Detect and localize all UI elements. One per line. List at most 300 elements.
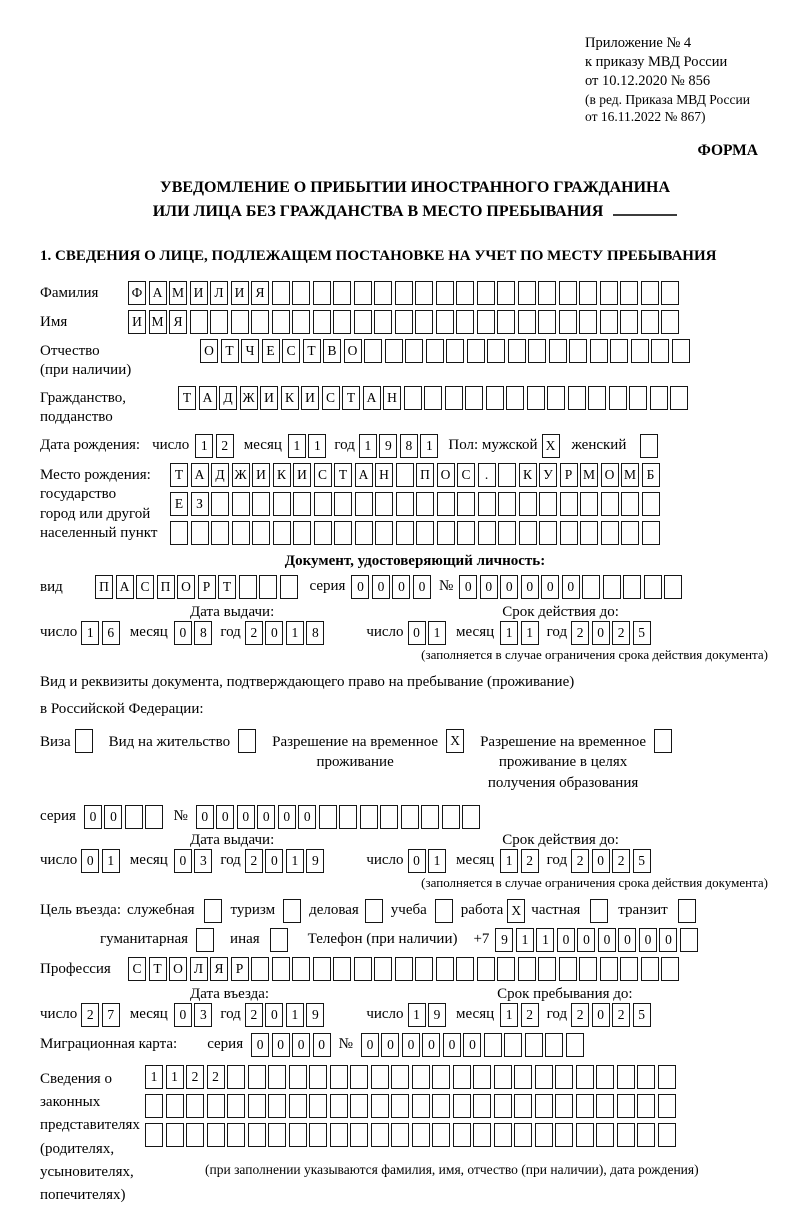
citizenship-char-box[interactable]: Д <box>219 386 237 410</box>
doc-type-char-box[interactable]: П <box>157 575 175 599</box>
given-name-char-box[interactable] <box>231 310 249 334</box>
representative-char-box[interactable] <box>473 1094 491 1118</box>
purpose-checkbox-cell[interactable] <box>270 928 288 952</box>
representative-char-box[interactable] <box>289 1065 307 1089</box>
phone-digit-box[interactable]: 0 <box>577 928 595 952</box>
representative-char-box[interactable] <box>514 1123 532 1147</box>
birth-place-char-box[interactable] <box>396 463 414 487</box>
birth-place-char-box[interactable] <box>437 492 455 516</box>
representative-char-box[interactable] <box>391 1123 409 1147</box>
birth-place-char-box[interactable] <box>580 521 598 545</box>
expiry-month-box[interactable]: 1 <box>521 621 539 645</box>
given-name-char-box[interactable] <box>497 310 515 334</box>
representative-char-box[interactable] <box>309 1065 327 1089</box>
given-name-char-box[interactable] <box>354 310 372 334</box>
profession-char-box[interactable] <box>251 957 269 981</box>
purpose-checkbox-cell[interactable]: X <box>507 899 525 923</box>
doc-type-char-box[interactable]: П <box>95 575 113 599</box>
residence-number-box[interactable] <box>442 805 460 829</box>
expiry-year-box[interactable]: 0 <box>592 621 610 645</box>
representative-char-box[interactable] <box>432 1065 450 1089</box>
expiry-year-box[interactable]: 5 <box>633 621 651 645</box>
residence-number-box[interactable]: 0 <box>216 805 234 829</box>
stay-year-box[interactable]: 2 <box>571 1003 589 1027</box>
surname-char-box[interactable] <box>497 281 515 305</box>
representative-char-box[interactable] <box>596 1123 614 1147</box>
surname-char-box[interactable] <box>641 281 659 305</box>
stay-month-box[interactable]: 1 <box>500 1003 518 1027</box>
profession-char-box[interactable] <box>415 957 433 981</box>
representative-char-box[interactable] <box>535 1094 553 1118</box>
purpose-checkbox-cell[interactable] <box>365 899 383 923</box>
expiry-year-box[interactable]: 5 <box>633 849 651 873</box>
phone-digit-box[interactable]: 1 <box>516 928 534 952</box>
representative-char-box[interactable] <box>227 1094 245 1118</box>
given-name-char-box[interactable] <box>374 310 392 334</box>
surname-char-box[interactable] <box>477 281 495 305</box>
residence-number-box[interactable]: 0 <box>257 805 275 829</box>
representative-char-box[interactable] <box>637 1065 655 1089</box>
birth-place-char-box[interactable]: С <box>457 463 475 487</box>
birth-place-char-box[interactable] <box>498 463 516 487</box>
profession-char-box[interactable] <box>477 957 495 981</box>
birth-place-char-box[interactable] <box>621 492 639 516</box>
residence-number-box[interactable] <box>401 805 419 829</box>
expiry-day-box[interactable]: 1 <box>428 849 446 873</box>
representative-char-box[interactable] <box>617 1094 635 1118</box>
birth-place-char-box[interactable] <box>273 492 291 516</box>
stay-year-box[interactable]: 2 <box>612 1003 630 1027</box>
phone-digit-box[interactable]: 9 <box>495 928 513 952</box>
profession-char-box[interactable] <box>579 957 597 981</box>
phone-digit-box[interactable]: 0 <box>557 928 575 952</box>
profession-char-box[interactable] <box>354 957 372 981</box>
given-name-char-box[interactable] <box>641 310 659 334</box>
birth-place-char-box[interactable] <box>457 521 475 545</box>
expiry-year-box[interactable]: 2 <box>612 849 630 873</box>
representative-char-box[interactable] <box>494 1094 512 1118</box>
representative-char-box[interactable] <box>555 1094 573 1118</box>
migration-series-box[interactable]: 0 <box>292 1033 310 1057</box>
birth-place-char-box[interactable] <box>232 492 250 516</box>
given-name-char-box[interactable] <box>415 310 433 334</box>
residence-series-box[interactable] <box>145 805 163 829</box>
temp-residence-checkbox-cell[interactable]: X <box>446 729 464 753</box>
patronymic-char-box[interactable] <box>569 339 587 363</box>
representative-char-box[interactable] <box>268 1123 286 1147</box>
given-name-char-box[interactable] <box>272 310 290 334</box>
surname-char-box[interactable] <box>579 281 597 305</box>
representative-char-box[interactable] <box>350 1065 368 1089</box>
given-name-char-box[interactable] <box>538 310 556 334</box>
given-name-char-box[interactable] <box>620 310 638 334</box>
residence-number-box[interactable]: 0 <box>278 805 296 829</box>
doc-type-char-box[interactable]: Р <box>198 575 216 599</box>
expiry-year-box[interactable]: 0 <box>592 849 610 873</box>
residence-number-box[interactable] <box>462 805 480 829</box>
birth-place-char-box[interactable]: Е <box>170 492 188 516</box>
issue-year-box[interactable]: 2 <box>245 849 263 873</box>
given-name-char-box[interactable] <box>395 310 413 334</box>
doc-number-box[interactable] <box>644 575 662 599</box>
birth-place-char-box[interactable] <box>273 521 291 545</box>
representative-char-box[interactable]: 2 <box>186 1065 204 1089</box>
stay-year-box[interactable]: 5 <box>633 1003 651 1027</box>
patronymic-char-box[interactable] <box>631 339 649 363</box>
representative-char-box[interactable] <box>658 1123 676 1147</box>
representative-char-box[interactable] <box>350 1094 368 1118</box>
patronymic-char-box[interactable] <box>487 339 505 363</box>
surname-char-box[interactable]: Ф <box>128 281 146 305</box>
representative-char-box[interactable] <box>432 1094 450 1118</box>
surname-char-box[interactable]: И <box>231 281 249 305</box>
doc-series-box[interactable]: 0 <box>372 575 390 599</box>
citizenship-char-box[interactable]: А <box>363 386 381 410</box>
expiry-day-box[interactable]: 0 <box>408 849 426 873</box>
birth-place-char-box[interactable]: Т <box>334 463 352 487</box>
profession-char-box[interactable] <box>292 957 310 981</box>
representative-char-box[interactable] <box>494 1123 512 1147</box>
birth-place-char-box[interactable] <box>252 521 270 545</box>
residence-number-box[interactable] <box>360 805 378 829</box>
birth-place-char-box[interactable] <box>642 521 660 545</box>
migration-number-box[interactable]: 0 <box>463 1033 481 1057</box>
representative-char-box[interactable]: 1 <box>145 1065 163 1089</box>
profession-char-box[interactable]: Р <box>231 957 249 981</box>
birth-month-box[interactable]: 1 <box>308 434 326 458</box>
profession-char-box[interactable] <box>436 957 454 981</box>
issue-year-box[interactable]: 8 <box>306 621 324 645</box>
surname-char-box[interactable] <box>395 281 413 305</box>
representative-char-box[interactable] <box>535 1123 553 1147</box>
migration-number-box[interactable]: 0 <box>422 1033 440 1057</box>
birth-place-char-box[interactable] <box>580 492 598 516</box>
residence-series-box[interactable] <box>125 805 143 829</box>
purpose-checkbox-cell[interactable] <box>590 899 608 923</box>
birth-place-char-box[interactable] <box>416 492 434 516</box>
birth-place-char-box[interactable]: Р <box>560 463 578 487</box>
surname-char-box[interactable] <box>374 281 392 305</box>
birth-place-char-box[interactable] <box>314 492 332 516</box>
birth-place-char-box[interactable]: М <box>621 463 639 487</box>
profession-char-box[interactable] <box>538 957 556 981</box>
issue-day-box[interactable]: 6 <box>102 621 120 645</box>
entry-year-box[interactable]: 2 <box>245 1003 263 1027</box>
phone-digit-box[interactable]: 1 <box>536 928 554 952</box>
residence-number-box[interactable]: 0 <box>196 805 214 829</box>
representative-char-box[interactable] <box>473 1065 491 1089</box>
patronymic-char-box[interactable] <box>364 339 382 363</box>
birth-year-box[interactable]: 1 <box>420 434 438 458</box>
migration-number-box[interactable]: 0 <box>443 1033 461 1057</box>
patronymic-char-box[interactable]: В <box>323 339 341 363</box>
issue-day-box[interactable]: 1 <box>102 849 120 873</box>
citizenship-char-box[interactable] <box>506 386 524 410</box>
residence-series-box[interactable]: 0 <box>84 805 102 829</box>
doc-type-char-box[interactable] <box>239 575 257 599</box>
entry-day-box[interactable]: 2 <box>81 1003 99 1027</box>
birth-day-box[interactable]: 2 <box>216 434 234 458</box>
patronymic-char-box[interactable]: О <box>344 339 362 363</box>
expiry-year-box[interactable]: 2 <box>571 849 589 873</box>
issue-month-box[interactable]: 3 <box>194 849 212 873</box>
migration-number-box[interactable] <box>545 1033 563 1057</box>
profession-char-box[interactable] <box>272 957 290 981</box>
given-name-char-box[interactable] <box>477 310 495 334</box>
citizenship-char-box[interactable] <box>445 386 463 410</box>
doc-number-box[interactable]: 0 <box>459 575 477 599</box>
birth-year-box[interactable]: 1 <box>359 434 377 458</box>
given-name-char-box[interactable] <box>579 310 597 334</box>
birth-place-char-box[interactable] <box>539 521 557 545</box>
place-blank-field[interactable] <box>613 202 677 216</box>
surname-char-box[interactable] <box>456 281 474 305</box>
birth-place-char-box[interactable] <box>355 492 373 516</box>
visa-checkbox-cell[interactable] <box>75 729 93 753</box>
surname-char-box[interactable]: И <box>190 281 208 305</box>
doc-number-box[interactable] <box>664 575 682 599</box>
birth-place-char-box[interactable]: З <box>191 492 209 516</box>
entry-day-box[interactable]: 7 <box>102 1003 120 1027</box>
given-name-char-box[interactable] <box>600 310 618 334</box>
issue-year-box[interactable]: 9 <box>306 849 324 873</box>
birth-place-char-box[interactable] <box>519 521 537 545</box>
patronymic-char-box[interactable] <box>672 339 690 363</box>
birth-place-char-box[interactable]: М <box>580 463 598 487</box>
birth-place-char-box[interactable]: Д <box>211 463 229 487</box>
sex-female-checkbox-cell[interactable] <box>640 434 658 458</box>
birth-place-char-box[interactable]: У <box>539 463 557 487</box>
migration-number-box[interactable] <box>504 1033 522 1057</box>
representative-char-box[interactable] <box>535 1065 553 1089</box>
doc-number-box[interactable] <box>582 575 600 599</box>
representative-char-box[interactable] <box>473 1123 491 1147</box>
profession-char-box[interactable] <box>518 957 536 981</box>
residence-number-box[interactable]: 0 <box>237 805 255 829</box>
citizenship-char-box[interactable]: А <box>199 386 217 410</box>
surname-char-box[interactable]: Я <box>251 281 269 305</box>
stay-year-box[interactable]: 0 <box>592 1003 610 1027</box>
representative-char-box[interactable] <box>227 1065 245 1089</box>
surname-char-box[interactable] <box>415 281 433 305</box>
profession-char-box[interactable]: О <box>169 957 187 981</box>
representative-char-box[interactable] <box>350 1123 368 1147</box>
issue-month-box[interactable]: 8 <box>194 621 212 645</box>
doc-type-char-box[interactable] <box>280 575 298 599</box>
given-name-char-box[interactable] <box>210 310 228 334</box>
citizenship-char-box[interactable]: Т <box>342 386 360 410</box>
representative-char-box[interactable] <box>576 1123 594 1147</box>
birth-place-char-box[interactable]: И <box>293 463 311 487</box>
doc-number-box[interactable]: 0 <box>521 575 539 599</box>
doc-number-box[interactable] <box>603 575 621 599</box>
representative-char-box[interactable] <box>617 1065 635 1089</box>
profession-char-box[interactable]: С <box>128 957 146 981</box>
birth-place-char-box[interactable] <box>211 492 229 516</box>
birth-place-char-box[interactable]: . <box>478 463 496 487</box>
birth-day-box[interactable]: 1 <box>195 434 213 458</box>
representative-char-box[interactable] <box>412 1065 430 1089</box>
residence-series-box[interactable]: 0 <box>104 805 122 829</box>
doc-number-box[interactable]: 0 <box>500 575 518 599</box>
surname-char-box[interactable] <box>272 281 290 305</box>
given-name-char-box[interactable] <box>333 310 351 334</box>
profession-char-box[interactable] <box>333 957 351 981</box>
purpose-checkbox-cell[interactable] <box>283 899 301 923</box>
profession-char-box[interactable]: Л <box>190 957 208 981</box>
birth-month-box[interactable]: 1 <box>288 434 306 458</box>
representative-char-box[interactable] <box>268 1094 286 1118</box>
patronymic-char-box[interactable] <box>385 339 403 363</box>
migration-number-box[interactable]: 0 <box>381 1033 399 1057</box>
purpose-checkbox-cell[interactable] <box>678 899 696 923</box>
birth-place-char-box[interactable]: С <box>314 463 332 487</box>
citizenship-char-box[interactable]: С <box>322 386 340 410</box>
stay-day-box[interactable]: 9 <box>428 1003 446 1027</box>
profession-char-box[interactable] <box>395 957 413 981</box>
issue-day-box[interactable]: 1 <box>81 621 99 645</box>
phone-digit-box[interactable] <box>680 928 698 952</box>
citizenship-char-box[interactable]: Ж <box>240 386 258 410</box>
patronymic-char-box[interactable]: С <box>282 339 300 363</box>
given-name-char-box[interactable] <box>251 310 269 334</box>
birth-place-char-box[interactable]: П <box>416 463 434 487</box>
purpose-checkbox-cell[interactable] <box>196 928 214 952</box>
entry-month-box[interactable]: 0 <box>174 1003 192 1027</box>
birth-place-char-box[interactable] <box>539 492 557 516</box>
birth-place-char-box[interactable] <box>252 492 270 516</box>
representative-char-box[interactable] <box>186 1123 204 1147</box>
surname-char-box[interactable]: М <box>169 281 187 305</box>
birth-place-char-box[interactable] <box>396 521 414 545</box>
representative-char-box[interactable] <box>391 1094 409 1118</box>
sex-male-checkbox-cell[interactable]: X <box>542 434 560 458</box>
birth-place-char-box[interactable]: А <box>191 463 209 487</box>
birth-place-char-box[interactable]: Ж <box>232 463 250 487</box>
given-name-char-box[interactable] <box>661 310 679 334</box>
surname-char-box[interactable] <box>313 281 331 305</box>
residence-permit-checkbox-cell[interactable] <box>238 729 256 753</box>
representative-char-box[interactable] <box>166 1094 184 1118</box>
birth-year-box[interactable]: 9 <box>379 434 397 458</box>
birth-place-char-box[interactable] <box>642 492 660 516</box>
doc-type-char-box[interactable]: О <box>177 575 195 599</box>
stay-month-box[interactable]: 2 <box>521 1003 539 1027</box>
citizenship-char-box[interactable] <box>465 386 483 410</box>
birth-place-char-box[interactable] <box>314 521 332 545</box>
patronymic-char-box[interactable] <box>508 339 526 363</box>
entry-year-box[interactable]: 0 <box>265 1003 283 1027</box>
representative-char-box[interactable]: 2 <box>207 1065 225 1089</box>
representative-char-box[interactable] <box>514 1094 532 1118</box>
birth-place-char-box[interactable]: А <box>355 463 373 487</box>
representative-char-box[interactable] <box>289 1123 307 1147</box>
surname-char-box[interactable]: Л <box>210 281 228 305</box>
surname-char-box[interactable] <box>661 281 679 305</box>
given-name-char-box[interactable] <box>456 310 474 334</box>
issue-day-box[interactable]: 0 <box>81 849 99 873</box>
residence-number-box[interactable] <box>339 805 357 829</box>
profession-char-box[interactable] <box>600 957 618 981</box>
surname-char-box[interactable] <box>538 281 556 305</box>
expiry-year-box[interactable]: 2 <box>612 621 630 645</box>
birth-year-box[interactable]: 8 <box>400 434 418 458</box>
surname-char-box[interactable] <box>333 281 351 305</box>
patronymic-char-box[interactable] <box>426 339 444 363</box>
representative-char-box[interactable] <box>248 1094 266 1118</box>
citizenship-char-box[interactable] <box>568 386 586 410</box>
migration-series-box[interactable]: 0 <box>272 1033 290 1057</box>
phone-digit-box[interactable]: 0 <box>659 928 677 952</box>
given-name-char-box[interactable]: И <box>128 310 146 334</box>
issue-year-box[interactable]: 2 <box>245 621 263 645</box>
profession-char-box[interactable]: Т <box>149 957 167 981</box>
issue-year-box[interactable]: 1 <box>286 849 304 873</box>
surname-char-box[interactable] <box>518 281 536 305</box>
representative-char-box[interactable] <box>555 1123 573 1147</box>
doc-number-box[interactable]: 0 <box>541 575 559 599</box>
birth-place-char-box[interactable] <box>560 521 578 545</box>
patronymic-char-box[interactable] <box>610 339 628 363</box>
issue-year-box[interactable]: 1 <box>286 621 304 645</box>
patronymic-char-box[interactable]: Т <box>221 339 239 363</box>
representative-char-box[interactable] <box>658 1065 676 1089</box>
representative-char-box[interactable] <box>289 1094 307 1118</box>
entry-year-box[interactable]: 9 <box>306 1003 324 1027</box>
surname-char-box[interactable]: А <box>149 281 167 305</box>
birth-place-char-box[interactable] <box>191 521 209 545</box>
citizenship-char-box[interactable]: Н <box>383 386 401 410</box>
surname-char-box[interactable] <box>620 281 638 305</box>
representative-char-box[interactable] <box>371 1123 389 1147</box>
stay-day-box[interactable]: 1 <box>408 1003 426 1027</box>
birth-place-char-box[interactable] <box>293 521 311 545</box>
representative-char-box[interactable] <box>514 1065 532 1089</box>
birth-place-char-box[interactable] <box>293 492 311 516</box>
profession-char-box[interactable] <box>497 957 515 981</box>
entry-month-box[interactable]: 3 <box>194 1003 212 1027</box>
issue-year-box[interactable]: 0 <box>265 849 283 873</box>
citizenship-char-box[interactable] <box>670 386 688 410</box>
representative-char-box[interactable] <box>391 1065 409 1089</box>
patronymic-char-box[interactable] <box>590 339 608 363</box>
birth-place-char-box[interactable] <box>334 521 352 545</box>
citizenship-char-box[interactable] <box>650 386 668 410</box>
citizenship-char-box[interactable] <box>588 386 606 410</box>
phone-digit-box[interactable]: 0 <box>639 928 657 952</box>
patronymic-char-box[interactable] <box>651 339 669 363</box>
doc-series-box[interactable]: 0 <box>392 575 410 599</box>
profession-char-box[interactable] <box>374 957 392 981</box>
representative-char-box[interactable]: 1 <box>166 1065 184 1089</box>
representative-char-box[interactable] <box>145 1123 163 1147</box>
birth-place-char-box[interactable]: Н <box>375 463 393 487</box>
patronymic-char-box[interactable] <box>528 339 546 363</box>
representative-char-box[interactable] <box>268 1065 286 1089</box>
given-name-char-box[interactable] <box>190 310 208 334</box>
representative-char-box[interactable] <box>207 1094 225 1118</box>
profession-char-box[interactable] <box>313 957 331 981</box>
representative-char-box[interactable] <box>658 1094 676 1118</box>
representative-char-box[interactable] <box>371 1094 389 1118</box>
representative-char-box[interactable] <box>186 1094 204 1118</box>
purpose-checkbox-cell[interactable] <box>435 899 453 923</box>
patronymic-char-box[interactable] <box>405 339 423 363</box>
residence-number-box[interactable] <box>380 805 398 829</box>
citizenship-char-box[interactable] <box>424 386 442 410</box>
birth-place-char-box[interactable] <box>375 521 393 545</box>
given-name-char-box[interactable] <box>518 310 536 334</box>
